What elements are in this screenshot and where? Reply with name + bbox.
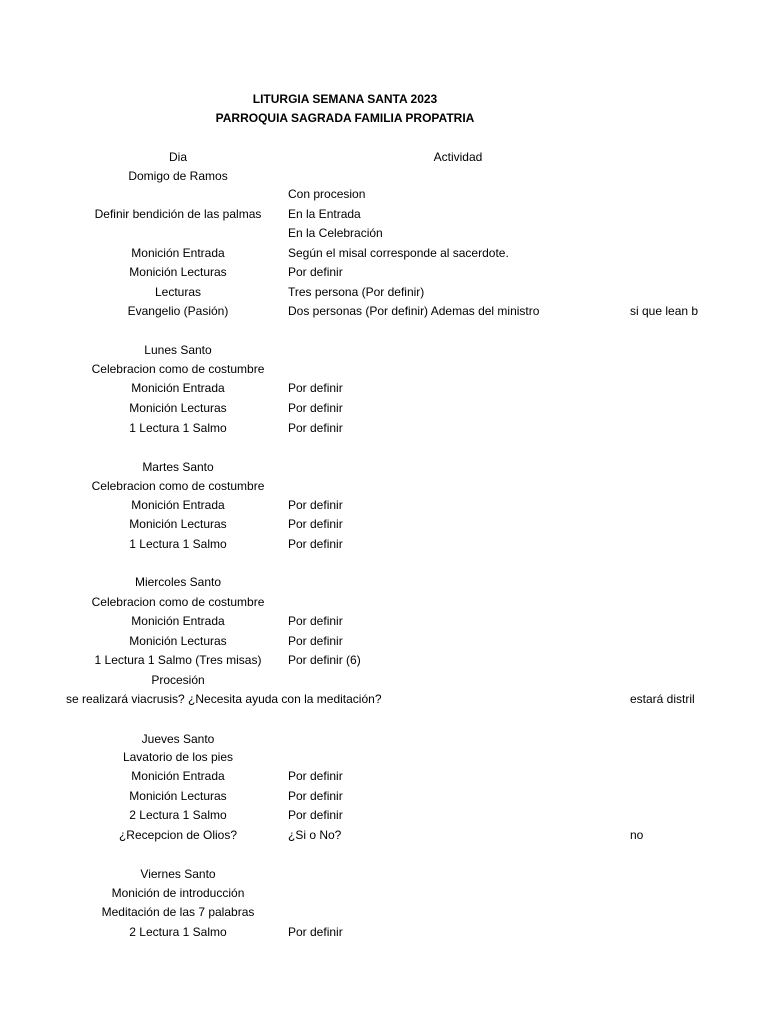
dia-cell: Lavatorio de los pies (122, 750, 234, 764)
dia-cell: Meditación de las 7 palabras (101, 905, 255, 919)
table-row (0, 459, 768, 475)
table-row (0, 652, 768, 668)
table-row (0, 361, 768, 377)
dia-cell: 1 Lectura 1 Salmo (129, 421, 227, 435)
actividad-cell: Por definir (288, 401, 343, 415)
table-row (0, 303, 768, 319)
dia-cell: Evangelio (Pasión) (127, 304, 229, 318)
actividad-cell: Tres persona (Por definir) (288, 285, 425, 299)
dia-cell: 2 Lectura 1 Salmo (129, 925, 227, 939)
note-cell: no (630, 828, 644, 842)
table-row (0, 633, 768, 649)
table-row (0, 497, 768, 513)
table-row (0, 885, 768, 901)
actividad-cell: Por definir (288, 634, 343, 648)
dia-cell: Domigo de Ramos (128, 169, 228, 183)
table-row (0, 904, 768, 920)
table-row (0, 924, 768, 940)
table-row (0, 420, 768, 436)
dia-cell: 1 Lectura 1 Salmo (129, 537, 227, 551)
dia-cell: Lunes Santo (144, 343, 212, 357)
table-row (0, 225, 768, 241)
actividad-cell: Por definir (288, 517, 343, 531)
actividad-cell: Dos personas (Por definir) Ademas del ministro (288, 304, 540, 318)
table-row (0, 866, 768, 882)
actividad-cell: Por definir (6) (288, 653, 361, 667)
actividad-cell: En la Celebración (288, 226, 383, 240)
dia-cell: Monición de introducción (111, 886, 245, 900)
table-row (0, 613, 768, 629)
table-row (0, 672, 768, 688)
table-row (0, 342, 768, 358)
table-row (0, 186, 768, 202)
dia-cell: Celebracion como de costumbre (91, 595, 265, 609)
dia-cell: Lecturas (154, 285, 202, 299)
actividad-cell: Por definir (288, 925, 343, 939)
dia-cell: 1 Lectura 1 Salmo (Tres misas) (94, 653, 262, 667)
table-row (0, 264, 768, 280)
table-row (0, 807, 768, 823)
table-row (0, 516, 768, 532)
dia-cell: Celebracion como de costumbre (91, 362, 265, 376)
dia-cell: Procesión (151, 673, 205, 687)
table-row (0, 168, 768, 184)
actividad-cell: ¿Si o No? (288, 828, 342, 842)
table-row (0, 691, 768, 707)
note-cell: si que lean b (630, 304, 698, 318)
table-row (0, 731, 768, 747)
dia-cell: Monición Lecturas (129, 401, 227, 415)
table-row (0, 380, 768, 396)
table-row (0, 284, 768, 300)
dia-cell: Monición Entrada (131, 769, 225, 783)
dia-cell: Martes Santo (142, 460, 214, 474)
dia-cell: Celebracion como de costumbre (91, 479, 265, 493)
dia-cell: Monición Lecturas (129, 634, 227, 648)
document-subtitle: PARROQUIA SAGRADA FAMILIA PROPATRIA (215, 111, 475, 125)
dia-cell: Monición Lecturas (129, 789, 227, 803)
column-header-row (0, 149, 768, 165)
dia-cell: Monición Lecturas (129, 265, 227, 279)
dia-cell: Monición Lecturas (129, 517, 227, 531)
actividad-cell: Por definir (288, 381, 343, 395)
dia-cell: Viernes Santo (140, 867, 216, 881)
actividad-cell: Por definir (288, 614, 343, 628)
actividad-cell: Por definir (288, 421, 343, 435)
actividad-cell: Por definir (288, 769, 343, 783)
actividad-cell: Con procesion (288, 187, 366, 201)
dia-cell: ¿Recepcion de Olios? (118, 828, 238, 842)
table-row (0, 768, 768, 784)
dia-cell: Jueves Santo (141, 732, 215, 746)
actividad-cell: Por definir (288, 537, 343, 551)
dia-cell: Monición Entrada (131, 498, 225, 512)
table-row (0, 245, 768, 261)
actividad-cell: En la Entrada (288, 207, 361, 221)
table-row (0, 478, 768, 494)
table-row (0, 749, 768, 765)
table-row (0, 206, 768, 222)
actividad-cell: Por definir (288, 789, 343, 803)
actividad-cell: Por definir (288, 265, 343, 279)
dia-cell: 2 Lectura 1 Salmo (129, 808, 227, 822)
table-row (0, 536, 768, 552)
actividad-cell: Por definir (288, 808, 343, 822)
dia-cell: Definir bendición de las palmas (94, 207, 262, 221)
column-header-actividad: Actividad (433, 150, 483, 164)
table-row (0, 788, 768, 804)
note-cell: estará distril (630, 692, 695, 706)
dia-cell: se realizará viacrusis? ¿Necesita ayuda con la meditación? (66, 692, 382, 706)
table-row (0, 827, 768, 843)
table-row (0, 594, 768, 610)
actividad-cell: Según el misal corresponde al sacerdote. (288, 246, 509, 260)
dia-cell: Monición Entrada (131, 614, 225, 628)
dia-cell: Monición Entrada (131, 246, 225, 260)
column-header-dia: Dia (168, 150, 187, 164)
document-title: LITURGIA SEMANA SANTA 2023 (252, 92, 438, 106)
actividad-cell: Por definir (288, 498, 343, 512)
dia-cell: Monición Entrada (131, 381, 225, 395)
table-row (0, 574, 768, 590)
table-row (0, 400, 768, 416)
dia-cell: Miercoles Santo (134, 575, 222, 589)
